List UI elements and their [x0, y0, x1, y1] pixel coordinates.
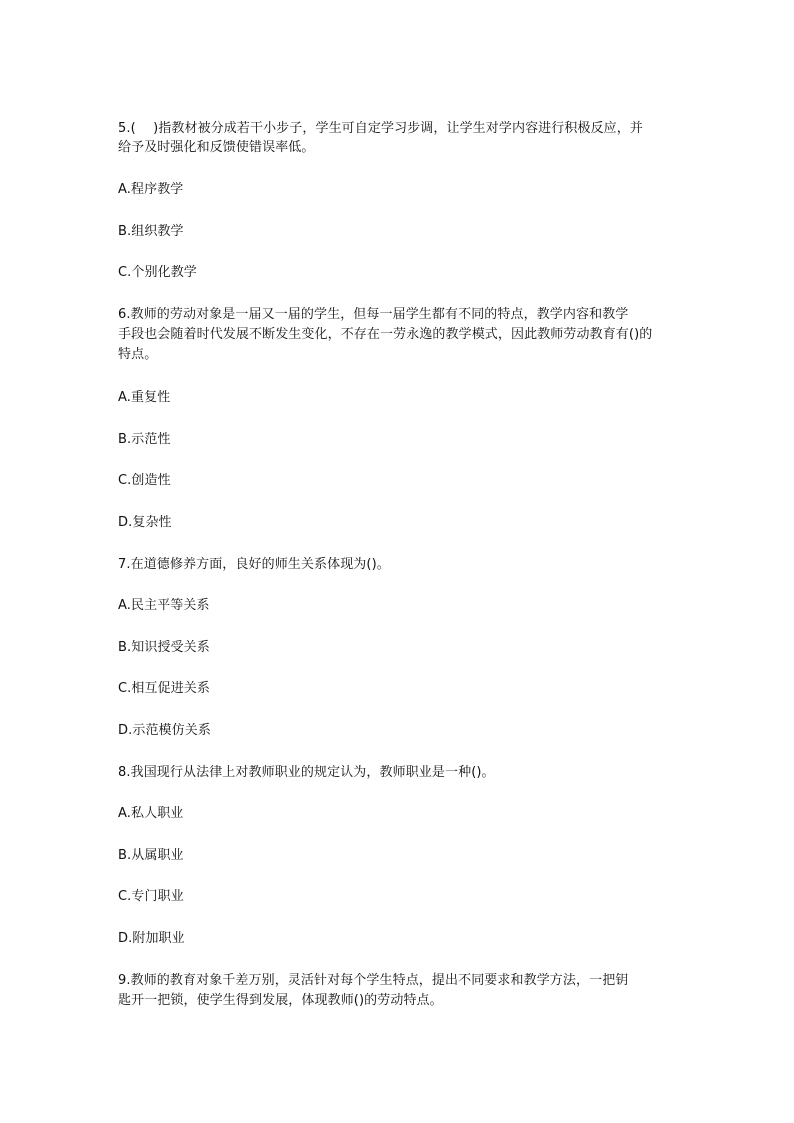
question-6-line-1: 6.教师的劳动对象是一届又一届的学生，但每一届学生都有不同的特点，教学内容和教学 [118, 307, 629, 322]
question-6-option-b: B.示范性 [118, 432, 171, 447]
question-5-option-b: B.组织教学 [118, 224, 184, 239]
question-6-option-c: C.创造性 [118, 473, 171, 488]
question-5-line-1: 5.( )指教材被分成若干小步子，学生可自定学习步调，让学生对学内容进行积极反应，并 [118, 121, 643, 136]
question-7-option-a: A.民主平等关系 [118, 598, 210, 613]
question-7-option-b: B.知识授受关系 [118, 640, 210, 655]
question-8-option-b: B.从属职业 [118, 848, 184, 863]
question-8-option-a: A.私人职业 [118, 806, 184, 821]
question-5-line-2: 给予及时强化和反馈使错误率低。 [118, 140, 315, 155]
question-6-option-a: A.重复性 [118, 390, 171, 405]
question-6-line-3: 特点。 [118, 347, 158, 362]
question-8-line-1: 8.我国现行从法律上对教师职业的规定认为，教师职业是一种()。 [118, 765, 495, 780]
question-8-option-c: C.专门职业 [118, 889, 184, 904]
question-9-line-1: 9.教师的教育对象千差万别，灵活针对每个学生特点，提出不同要求和教学方法，一把钥 [118, 973, 629, 988]
question-6-option-d: D.复杂性 [118, 515, 172, 530]
question-8-option-d: D.附加职业 [118, 931, 185, 946]
question-5-option-c: C.个别化教学 [118, 265, 197, 280]
question-7-option-c: C.相互促进关系 [118, 681, 211, 696]
question-6-line-2: 手段也会随着时代发展不断发生变化，不存在一劳永逸的教学模式，因此教师劳动教育有()的 [118, 327, 653, 342]
question-9-line-2: 匙开一把锁，使学生得到发展，体现教师()的劳动特点。 [118, 993, 443, 1008]
question-7-line-1: 7.在道德修养方面，良好的师生关系体现为()。 [118, 557, 390, 572]
question-5-option-a: A.程序教学 [118, 182, 184, 197]
question-7-option-d: D.示范模仿关系 [118, 723, 211, 738]
